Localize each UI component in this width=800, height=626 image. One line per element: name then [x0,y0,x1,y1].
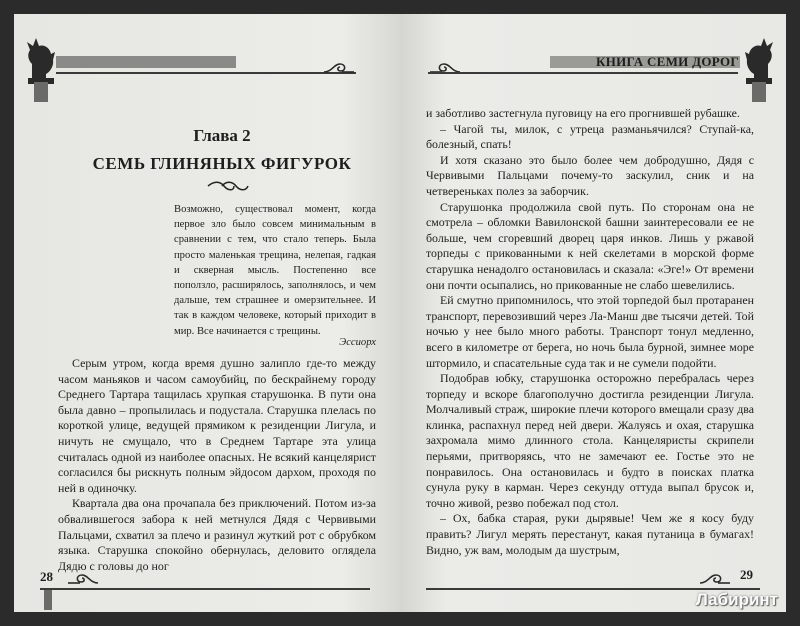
paragraph: Ей смутно припомнилось, что этой торпедой был протаранен транспорт, перевозивший через Ла-Манш две тысячи детей. Той ночью у нее было много работы. Транспорт тонул медленно, всего в километре от берега, но ночь была бурной, зимнее море штормило, и спасательные суда так и не сумели подойти. [426,293,754,370]
header-pillar [34,82,48,102]
chapter-title: СЕМЬ ГЛИНЯНЫХ ФИГУРОК [92,154,352,173]
paragraph: И хотя сказано это было более чем добродушно, Дядя с Червивыми Пальцами почему-то заскулил, сник и на четвереньках полез за заборчик. [426,152,754,198]
paragraph: – Чагой ты, милок, с утреца разманьячился? Ступай-ка, болезный, спать! [426,121,754,152]
header-pillar [752,82,766,102]
paragraph: – Ох, бабка старая, руки дырявые! Чем же я косу буду править? Лигул мерять перестанут, какая путаница в бумагах! Видно, уж вам, молодым да шустрым, [426,511,754,557]
footer-pillar [44,590,52,610]
gargoyle-icon [742,34,776,84]
left-body-text [58,356,376,574]
paragraph: Старушонка продолжила свой путь. По сторонам она не смотрела – обломки Вавилонской башни заинтересовали ее не больше, чем сгоревший дворец царя инков. Лишь у ржавой торпеды с прикованными к ней скелетами в морской форме старушка ненадолго остановилась и сказала: «Эге!» От времени они почти осыпались, но прикованные не слабо шевелились. [426,199,754,292]
swirl-ornament-icon [322,61,356,75]
paragraph: и заботливо застегнула пуговицу на его прогнившей рубашке. [426,106,740,120]
epigraph-text: Возможно, существовал момент, когда первое зло было совсем минимальным в сравнении с тем, что стало теперь. Была просто маленькая трещина, нелепая, гадкая и скверная мысль. Постепенно все поползло, расширялось, заполнялось, и чем дальше, тем страшнее и омерзительнее. И так в каждом человеке, который приходит в мир. Все начинается с трещины. [174,204,376,337]
left-page [14,14,400,612]
paragraph: Серым утром, когда время душно залипло где-то между часом маньяков и часом самоубийц, по бескрайнему городу Среднего Тартара тащилась хрупкая старушонка. В пути она была давно – пропылилась и подустала. Старушка плелась по короткой улице, ведущей прямиком к резиденции Лигула, и ничуть не смущало, что в Среднем Тартаре эта улица считалась одной из наиболее опасных. Не всякий канцелярист согласился бы рискнуть полным эйдосом дархом, проходя по ней в одиночку. [58,356,376,495]
footer-rule [40,588,370,590]
header-rule [428,72,738,74]
epigraph-author: Эссиорх [339,337,376,348]
running-header-title: КНИГА СЕМИ ДОРОГ [596,54,739,69]
page-number: 29 [740,567,753,582]
swirl-ornament-icon [698,572,732,586]
page-number: 28 [40,569,53,584]
book-spread [14,14,786,612]
paragraph: Подобрав юбку, старушонка осторожно перебралась через торпеду и вскоре благополучно достигла резиденции Лигула. Молчаливый страж, широкие плечи которого вмещали сразу два клинка, распахнул перед ней двери. Жалуясь и охая, старушка захромала мимо длинного стола. Канцеляристы скрипели перьями, притворяясь, что не замечают ее. Гостье это не понравилось. Она остановилась и будто в поисках платка сунула руку в карман. Через секунду оттуда выпал брусок и, точно живой, резво побежал под стол. [426,371,754,510]
gargoyle-icon [24,34,58,84]
right-body-text [426,106,754,558]
header-bar [56,56,236,68]
epigraph [174,202,376,339]
right-page [400,14,786,612]
swirl-ornament-icon [66,572,100,586]
paragraph: Квартала два она прочапала без приключений. Потом из-за обвалившегося забора к ней метнулся Дядя с Червивыми Пальцами, схватил за плечо и разинул жуткий рот с обрубком языка. Старушка спокойно обернулась, деловито оглядела Дядю с головы до ног [58,496,376,573]
header-rule [56,72,356,74]
watermark: Лабиринт [695,590,778,609]
heading-ornament-icon [206,180,250,192]
chapter-number: Глава 2 [193,126,251,145]
